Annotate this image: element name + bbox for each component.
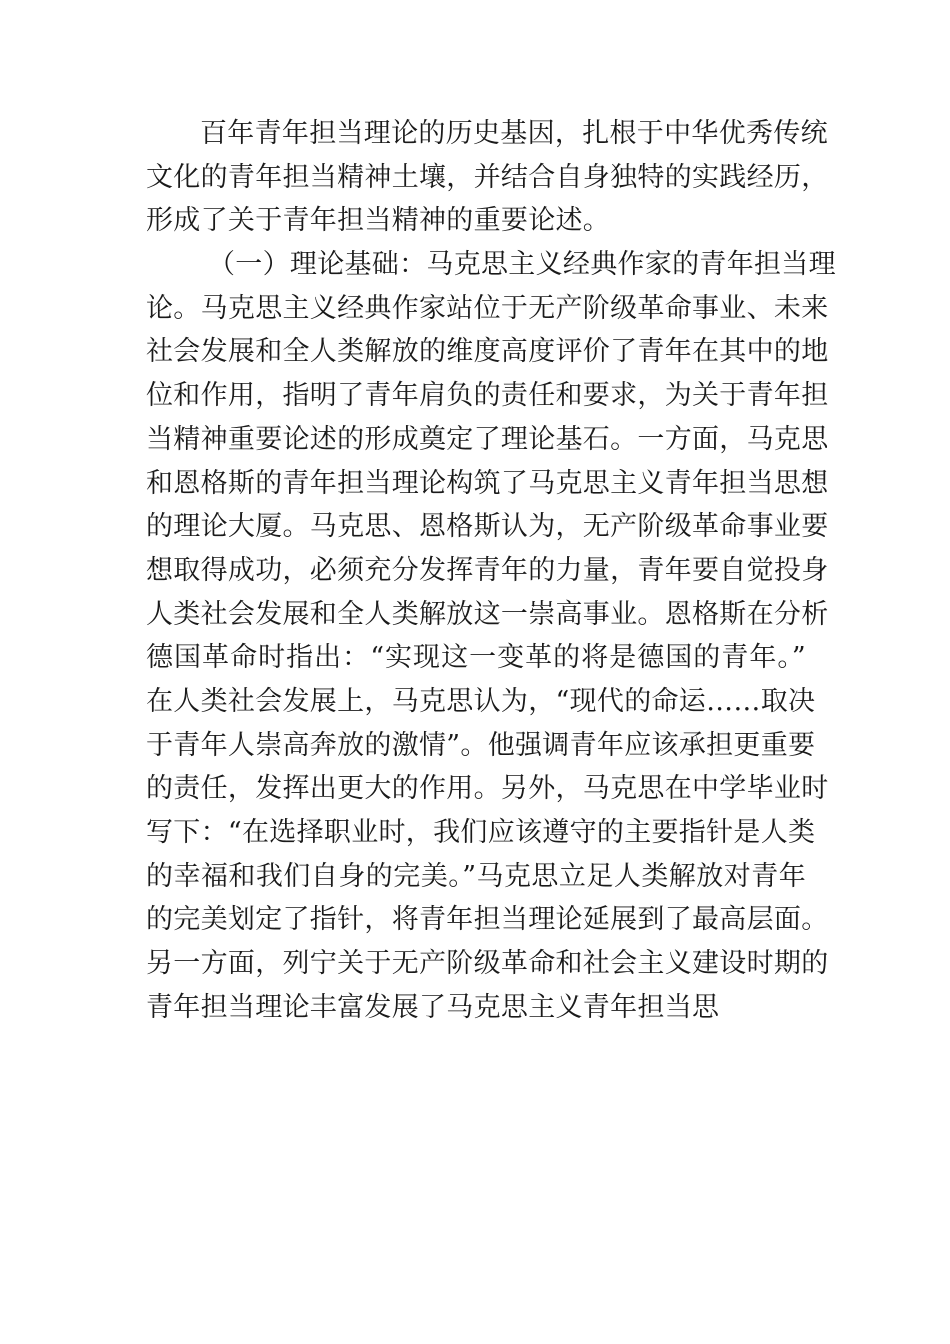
- paragraph-2-line-14: 写下：“在选择职业时，我们应该遵守的主要指针是人类: [146, 817, 816, 848]
- section-heading-line: （一）理论基础：马克思主义经典作家的青年担当理: [208, 249, 836, 281]
- paragraph-2-line-5: 当精神重要论述的形成奠定了理论基石。一方面，马克思: [146, 423, 829, 455]
- body-text: [146, 112, 836, 1029]
- paragraph-2-line-16: 的完美划定了指针，将青年担当理论延展到了最高层面。: [146, 904, 829, 936]
- paragraph-2-line-4: 位和作用，指明了青年肩负的责任和要求，为关于青年担: [146, 380, 829, 412]
- paragraph-1-line-1: 百年青年担当理论的历史基因，扎根于中华优秀传统: [200, 118, 828, 149]
- paragraph-2-line-8: 想取得成功，必须充分发挥青年的力量，青年要自觉投身: [146, 554, 829, 586]
- paragraph-2-line-12: 于青年人崇高奔放的激情”。他强调青年应该承担更重要: [146, 729, 816, 761]
- paragraph-2-line-11: 在人类社会发展上，马克思认为，“现代的命运……取决: [146, 685, 816, 717]
- paragraph-2-line-15: 的幸福和我们自身的完美。”马克思立足人类解放对青年: [146, 860, 806, 892]
- paragraph-2-line-2: 论。马克思主义经典作家站位于无产阶级革命事业、未来: [146, 292, 829, 324]
- paragraph-1-line-3: 形成了关于青年担当精神的重要论述。: [146, 205, 611, 237]
- paragraph-1-line-2: 文化的青年担当精神土壤，并结合自身独特的实践经历，: [146, 161, 829, 193]
- paragraph-2-line-7: 的理论大厦。马克思、恩格斯认为，无产阶级革命事业要: [146, 511, 829, 543]
- paragraph-2-line-18: 青年担当理论丰富发展了马克思主义青年担当思: [146, 991, 720, 1023]
- paragraph-2-line-10: 德国革命时指出：“实现这一变革的将是德国的青年。”: [146, 642, 806, 674]
- paragraph-2-line-9: 人类社会发展和全人类解放这一崇高事业。恩格斯在分析: [146, 598, 829, 630]
- paragraph-2-line-17: 另一方面，列宁关于无产阶级革命和社会主义建设时期的: [146, 948, 829, 980]
- paragraph-2-line-3: 社会发展和全人类解放的维度高度评价了青年在其中的地: [146, 336, 829, 368]
- paragraph-2-line-6: 和恩格斯的青年担当理论构筑了马克思主义青年担当思想: [146, 467, 829, 499]
- paragraph-2-line-13: 的责任，发挥出更大的作用。另外，马克思在中学毕业时: [146, 773, 829, 805]
